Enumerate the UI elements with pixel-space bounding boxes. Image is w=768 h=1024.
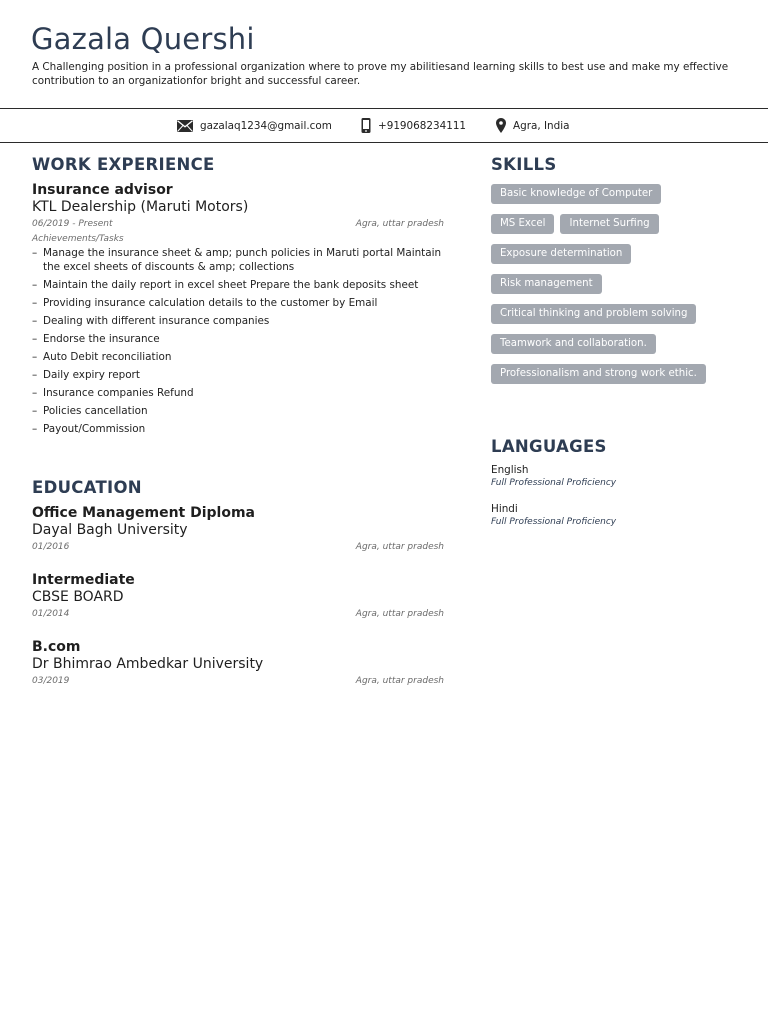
achievements-label: Achievements/Tasks [32, 234, 124, 244]
education-date: 01/2014 [32, 609, 70, 619]
education-entry [32, 505, 444, 555]
language-level: Full Professional Proficiency [491, 478, 617, 488]
skill-tag: Internet Surfing [560, 214, 658, 234]
skills-list [491, 184, 731, 394]
task-list [32, 247, 444, 436]
education-degree: Intermediate [32, 572, 135, 588]
education-heading: EDUCATION [32, 478, 142, 497]
education-location: Agra, uttar pradesh [355, 676, 444, 686]
list-item: – Policies cancellation [32, 405, 444, 419]
contact-location [496, 109, 569, 142]
education-school: Dayal Bagh University [32, 522, 188, 538]
job-role: Insurance advisor [32, 182, 173, 198]
education-meta [32, 673, 444, 689]
list-item: – Manage the insurance sheet & amp; punch policies in Maruti portal Maintain the excel sheets of discounts & amp; collections [32, 247, 444, 274]
education-location: Agra, uttar pradesh [355, 542, 444, 552]
skill-tag: Professionalism and strong work ethic. [491, 364, 706, 384]
contact-phone[interactable] [361, 109, 466, 142]
education-meta [32, 606, 444, 622]
mobile-phone-icon [361, 118, 371, 133]
education-meta [32, 539, 444, 555]
language-level: Full Professional Proficiency [491, 517, 617, 527]
contact-bar [0, 108, 768, 143]
education-degree: B.com [32, 639, 81, 655]
education-entry [32, 639, 444, 689]
education-school: CBSE BOARD [32, 589, 124, 605]
language-entry [491, 464, 731, 490]
language-entry [491, 503, 731, 529]
education-date: 03/2019 [32, 676, 70, 686]
skill-tag: Exposure determination [491, 244, 631, 264]
education-date: 01/2016 [32, 542, 70, 552]
candidate-name: Gazala Quershi [31, 22, 255, 56]
language-name: Hindi [491, 503, 518, 515]
skill-tag: Teamwork and collaboration. [491, 334, 656, 354]
job-dates: 06/2019 - Present [32, 219, 113, 229]
list-item: – Providing insurance calculation details to the customer by Email [32, 297, 444, 311]
education-location: Agra, uttar pradesh [355, 609, 444, 619]
skill-tag: MS Excel [491, 214, 554, 234]
education-degree: Office Management Diploma [32, 505, 256, 521]
job-meta [32, 216, 444, 232]
map-pin-icon [496, 118, 506, 133]
phone-text: +919068234111 [378, 119, 467, 132]
skill-tag: Basic knowledge of Computer [491, 184, 661, 204]
contact-email[interactable] [177, 109, 332, 142]
email-text: gazalaq1234@gmail.com [200, 119, 332, 132]
languages-heading: LANGUAGES [491, 437, 607, 456]
language-name: English [491, 464, 529, 476]
list-item: – Dealing with different insurance companies [32, 315, 444, 329]
job-company: KTL Dealership (Maruti Motors) [32, 199, 249, 215]
list-item: – Payout/Commission [32, 423, 444, 437]
list-item: – Auto Debit reconciliation [32, 351, 444, 365]
job-entry [32, 182, 444, 441]
skill-tag: Critical thinking and problem solving [491, 304, 696, 324]
list-item: – Daily expiry report [32, 369, 444, 383]
location-text: Agra, India [513, 119, 570, 132]
list-item: – Maintain the daily report in excel sheet Prepare the bank deposits sheet [32, 279, 444, 293]
job-location: Agra, uttar pradesh [355, 219, 444, 229]
list-item: – Endorse the insurance [32, 333, 444, 347]
skills-heading: SKILLS [491, 155, 557, 174]
education-school: Dr Bhimrao Ambedkar University [32, 656, 264, 672]
work-experience-heading: WORK EXPERIENCE [32, 155, 215, 174]
envelope-icon [177, 120, 193, 132]
list-item: – Insurance companies Refund [32, 387, 444, 401]
education-entry [32, 572, 444, 622]
career-summary: A Challenging position in a professional organization where to prove my abilitiesand learning skills to best use and make my effective contribution to an organizationfor bright and successful career. [32, 61, 729, 87]
skill-tag: Risk management [491, 274, 602, 294]
